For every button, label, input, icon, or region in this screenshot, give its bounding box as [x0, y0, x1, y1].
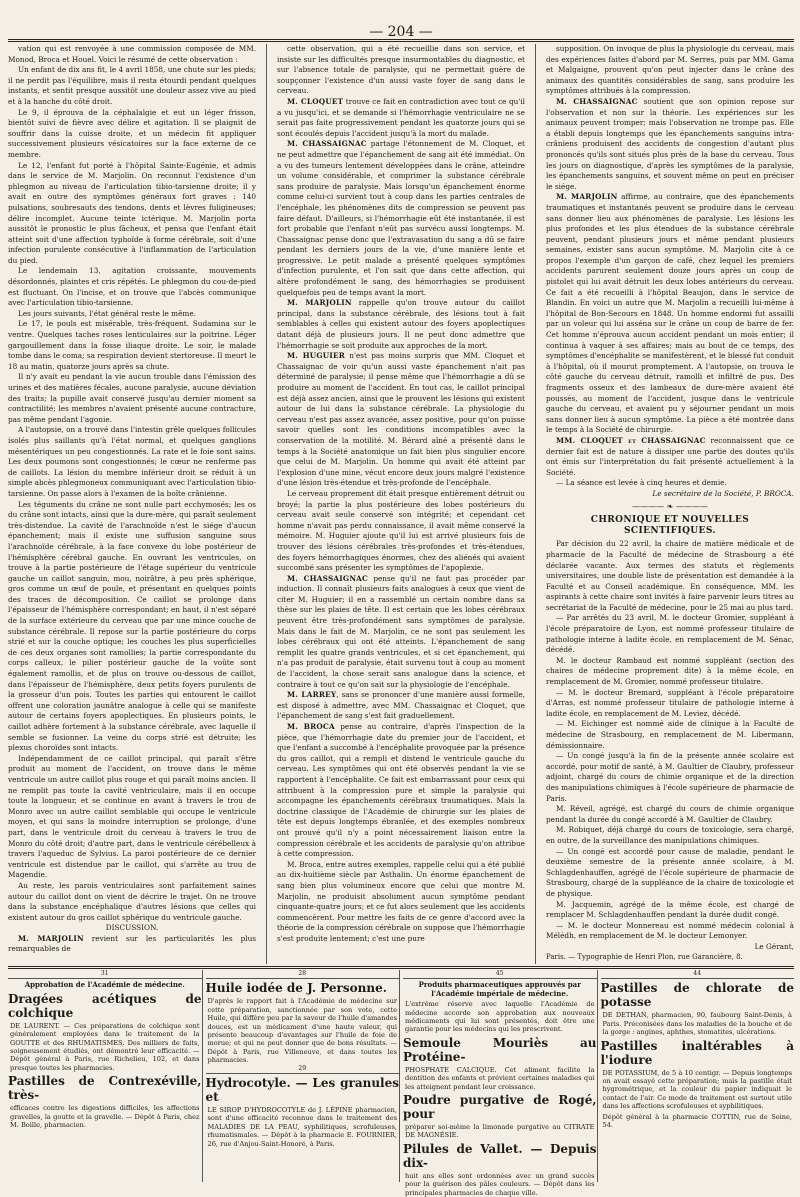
ad-approval-title: Approbation de l'Académie de médecine. — [24, 980, 185, 990]
ad-approval-title: Produits pharmaceutiques approuvés par l'Académie impériale de médecine. — [418, 980, 581, 998]
column-divider — [266, 44, 267, 964]
paragraph: Le 12, l'enfant fut porté à l'hôpital Sainte-Eugénie, et admis dans le service de M. Marjolin. On reconnut l'existence d'un phlegmon au niveau de l'articulation tibio-tarsienne droite; il y avait en outre des symptômes généraux fort graves : 140 pulsations, soubresauts des tendons, dents et lèvres fuligineuses; délire incomplet. Aucune teinte ictérique. M. Marjolin porta aussitôt le pronostic le plus fâcheux, et pensa que l'enfant était atteint soit d'une affection typhoïde à forme cérébrale, soit d'une infection purulente consécutive à l'inflammation de l'articulation du pied. — [8, 160, 257, 265]
speaker-name: M. MARJOLIN — [18, 933, 84, 943]
ad-heading: Pilules de Vallet. — Depuis dix- — [403, 1141, 597, 1170]
article-columns — [8, 44, 794, 964]
paragraph-text: pense au contraire, d'après l'inspection de la pièce, que l'hémorrhagie date du premier jour de l'accident, et que l'enfant a succombé à l'encéphalite provoquée par la présence du gros caillot, qui a rempli et distend le ventricule gauche du cerveau. Les symptômes qui ont été observés pendant la vie se rapportent à l'encéphalite. Ce fait est embarrassant pour ceux qui attribuent à la compression pure et simple la paralysie qui accompagne les épanchements cérébraux traumatiques. Mais la doctrine classique de l'Académie de chirurgie sur les plaies de tête est depuis longtemps ébranlée, et des exemples nombreux ont prouvé qu'il n'y a point nécessairement liaison entre la compression cérébrale et les accidents de paralysie qu'on attribue à cette compression. — [276, 722, 525, 859]
ad-heading: Pastilles de chlorate de potasse — [600, 981, 794, 1010]
paragraph — [277, 97, 525, 139]
paragraph — [8, 934, 256, 955]
paragraph: A l'autopsie, on a trouvé dans l'intestin grêle quelques follicules isolés plus saillants qu'à l'état normal, et quelques ganglions mésentériques un peu congestionnés. La rate et le foie sont sains. Les deux poumons sont congestionnés; le cœur ne renferme pas de caillots. La lésion du membre inférieur droit se réduit à un simple abcès phlegmoneux communiquant avec l'articulation tibio-tarsienne. On passe alors à l'examen de la boîte crânienne. — [8, 425, 257, 498]
paragraph-text: n'est pas moins surpris que MM. Cloquet et Chassaignac de voir qu'un aussi vaste épanchement n'ait pas déterminé de paralysie; il pense même que l'hémorrhagie a dû se produire au moment de l'accident. En tout cas, le caillot principal est déjà assez ancien, ainsi que le prouvent les lésions qui existent autour de lui dans la substance cérébrale. La physiologie du cerveau n'est pas assez avancée, assez positive, pour qu'on puisse savoir quelles sont les conditions incompatibles avec la conservation de la motilité. M. Bérard aîné a présenté dans le temps à la Société anatomique un fait bien plus singulier encore que celui de M. Marjolin. Un homme qui avait été atteint par l'explosion d'une mine, vécut encore deux jours malgré l'existence d'une lésion très-étendue et très-profonde de l'encéphale. — [276, 351, 525, 488]
ad-heading: Pastilles de Contrexéville, très- — [8, 1074, 202, 1103]
paragraph: Les téguments du crâne ne sont nulle part ecchymosés; les os du crâne sont intacts, ainsi que la dure-mère, qui paraît seulement très-distendue. La cavité de l'arachnoïde n'est le siége d'aucun épanchement; mais il existe une suffusion sanguine sous l'arachnoïde cérébrale, à la face convexe du lobe postérieur de l'hémisphère cérébral gauche. En ouvrant les ventricules, on trouve à la partie postérieure de l'étage supérieur du ventricule gauche un caillot sanguin, mou, noirâtre, à peu près sphérique, gros comme un œuf de poule, et présentant en quelques points des traces de décomposition. Ce caillot se prolonge dans l'épaisseur de l'hémisphère correspondant; en haut, il n'est séparé de la surface extérieure du cerveau que par une mince couche de substance cérébrale. Il repose sur la partie postérieure du corps strié et sur la couche optique; les couches les plus superficielles de ces deux organes sont ramollies; la partie correspondante du corps calleux, le pilier postérieur gauche de la voûte sont également ramollis, et de plus on trouve ou-dessous de caillot, dans l'épaisseur de l'hémisphère, deux petits foyers purulents de la grosseur d'un pois. Toutes les parties qui entourent le caillot offrent une coloration jaunâtre analogue à celle qui se manifeste autour de certains foyers apoplectiques. En plusieurs points, le caillot adhère fortement à la substance cérébrale, avec laquelle il semble se fusionner. La veine du corps strié est détruite; les plexus choroïdes sont intacts. — [8, 499, 257, 753]
speaker-name: MM. CLOQUET et CHASSAIGNAC — [555, 435, 706, 445]
paragraph: Un enfant de dix ans fit, le 4 avril 1858, une chute sur les pieds; il ne perdit pas l'équilibre, mais il resta étourdi pendant quelques instants, et sentit presque aussitôt une douleur assez vive au pied et à la hanche du côté droit. — [8, 65, 257, 106]
header-rule-bottom — [8, 41, 794, 42]
speaker-name: M. CHASSAIGNAC — [286, 573, 369, 583]
speaker-name: M. CHASSAIGNAC — [555, 96, 638, 106]
ad-heading: Semoule Mouriès au Protéine- — [403, 1035, 597, 1064]
column-divider — [535, 44, 536, 964]
news-item: M. Robiquet, déjà chargé du cours de toxicologie, sera chargé, en outre, de la surveillance des manipulations chimiques. — [545, 825, 794, 845]
news-item: M. le docteur Rambaud est nommé suppléant (section des chaires de médecine proprement dite) à la même école, en remplacement de M. Gromier, nommé professeur titulaire. — [545, 655, 794, 687]
ad-column-3 — [403, 970, 598, 1197]
paragraph-text: , sans se prononcer d'une manière aussi formelle, est disposé à admettre, avec MM. Chassaignac et Cloquet, que l'épanchement de sang s'est fait graduellement. — [276, 690, 525, 721]
paragraph — [546, 192, 794, 436]
news-item: — M. le docteur Bremard, suppléant à l'école préparatoire d'Arras, est nommé professeur titulaire de pathologie interne à ladite école, en remplacement de M. Leviez, décédé. — [545, 687, 794, 718]
paragraph: Le 17, le pouls est misérable, très-fréquent. Sudamina sur le ventre. Quelques taches roses lenticulaires sur la poitrine. Léger gargouillement dans la fosse iliaque droite. Le soir, le malade tombe dans le coma; sa respiration devient stertoreuse. Il meurt le 18 au matin, quatorze jours après sa chute. — [8, 319, 257, 371]
ad-column-1 — [8, 970, 203, 1182]
ad-body: D'après le rapport fait à l'Académie de médecine sur cette préparation, sanctionnée par son vote, cette Huile, qui diffère peu par la saveur de l'huile d'amandes douces, est un médicament d'une haute valeur, qui présente beaucoup d'avantages sur l'huile de foie de morue; et qui ne peut donner que de bons résultats. — Dépôt à Paris, rue Villeneuve, et dans toutes les pharmacies. — [207, 997, 397, 1065]
ad-number: 28 — [206, 970, 400, 979]
paragraph-text: revient sur les particularités les plus remarquables de — [8, 933, 257, 954]
ad-depot: Dépôt général à la pharmacie COTTIN, rue de Seine, 54. — [602, 1112, 792, 1130]
news-item: Par décision du 22 avril, la chaire de matière médicale et de pharmacie de la Faculté de médecine de Strasbourg a été déclarée vacante. Aux termes des statuts et règlements universitaires, une double liste de présentation est demandée à la Faculté et au Conseil académique. En conséquence, MM. les aspirants à cette chaire sont invités à faire parvenir leurs titres au secrétariat de la Faculté de médecine, pour le 25 mai au plus tard. — [545, 539, 794, 612]
secretary-signature: Le secrétaire de la Société, P. BROCA. — [652, 488, 794, 498]
ads-rule-top — [8, 966, 794, 967]
ad-body: LE SIROP D'HYDROCOTYLE de J. LÉPINE pharmacien, sont d'une efficacité reconnue dans le traitement des MALADIES DE LA PEAU, syphilitiques, scrofuleuses, rhumatismales. — Dépôt à la pharmacie E. FOURNIER, 26, rue d'Anjou-Saint-Honoré, à Paris. — [207, 1106, 397, 1148]
paragraph: Le cerveau proprement dit était presque entièrement détruit ou broyé; la partie la plus postérieure des lobes postérieurs du cerveau avait seule conservé son intégrité; et cependant cet homme n'avait pas perdu connaissance, il avait même conservé la mémoire. M. Huguier ajoute qu'il lui est arrivé plusieurs fois de trouver des lésions cérébrales très-profondes et très-étendues, des foyers hémorrhagiques énormes, chez des aliénés qui avaient succombé sans présenter les symptômes de l'apoplexie. — [276, 488, 525, 573]
ad-body: huit ans elles sont ordonnées avec un grand succès pour la guérison des pâles couleurs. — Dépôt dans les principales pharmacies de chaque ville. — [405, 1171, 595, 1197]
page-number: — 204 — — [369, 24, 433, 40]
column-3 — [546, 44, 794, 964]
ad-body: DE POTASSIUM, de 5 à 10 centigr. — Depuis longtemps on avait essayé cette préparation; mais la pastille était hygrométrique, et la couleur du papier indiquait le contact de l'air. Ce mode de traitement est surtout utile dans les affections scrofuleuses et syphilitiques. — [602, 1068, 792, 1111]
gerant-label: Le Gérant, — [754, 941, 794, 951]
ornament-divider-icon: ———— ❧ ———— — [632, 501, 708, 511]
speaker-name: M. BROCA — [286, 722, 335, 731]
printer-line: Paris. — Typographie de Henri Plon, rue Garancière, 8. — [545, 953, 743, 962]
speaker-name: M. LARREY — [286, 690, 337, 700]
paragraph: Le 9, il éprouva de la céphalalgie et eut un léger frisson, bientôt suivi de fièvre avec délire et agitation. Il se plaignit de souffrir dans la cuisse droite, et un médecin fit appliquer successivement plusieurs vésicatoires sur la face externe de ce membre. — [8, 107, 257, 159]
speaker-name: M. HUGUIER — [286, 351, 345, 361]
speaker-name: M. MARJOLIN — [555, 192, 618, 202]
news-item: — M. Eichinger est nommé aide de clinique à la Faculté de médecine de Strasbourg, en remplacement de M. Libermann, démissionnaire. — [545, 719, 794, 750]
ad-number: 45 — [403, 970, 597, 979]
news-item: — Un congé est accordé pour cause de maladie, pendant le deuxième semestre de la présente année scolaire, à M. Schlagdenhauffen, agrégé de l'école supérieure de pharmacie de Strasbourg, chargé de la suppléance de la chaire de toxicologie et de physique. — [545, 846, 794, 898]
ad-heading: Huile iodée de J. Personne. — [205, 981, 387, 996]
ad-heading: Dragées acétiques de colchique — [8, 991, 202, 1020]
news-item: — Un congé jusqu'à la fin de la présente année scolaire est accordé, pour motif de santé, à M. Gaultier de Claubry, professeur adjoint, chargé du cours de chimie organique et de la direction des manipulations chimiques à l'école supérieure de pharmacie de Paris. — [545, 751, 794, 803]
paragraph: Indépendamment de ce caillot principal, qui paraît s'être produit au moment de l'accident, on trouve dans le même ventricule un autre caillot plus rouge et qui paraît moins ancien. Il ne remplit pas toute la cavité ventriculaire, mais il en occupe toute la longueur, et se continue en avant à travers le trou de Monro avec un autre caillot semblable qui occupe le ventricule moyen, et qui sans la moindre interruption se prolonge, d'une part, dans le ventricule droit du cerveau à travers le trou de Monro du côté droit; d'autre part, dans le ventricule cérébelleux à travers l'aqueduc de Sylvius. La paroi postérieure de ce dernier ventricule est distendue par le caillot, qui s'arrête au trou de Magendie. — [8, 753, 257, 880]
paragraph: — La séance est levée à cinq heures et demie. — [555, 478, 727, 488]
header-rule-top — [8, 39, 794, 40]
paragraph — [277, 139, 525, 298]
ad-body: préparer soi-même la limonade purgative au CITRATE DE MAGNÉSIE. — [405, 1123, 595, 1140]
paragraph: M. Broca, entre autres exemples, rappelle celui qui a été publié au dix-huitième siècle par Asthalin. Un énorme épanchement de sang bien plus volumineux encore que celui que montre M. Marjolin, ne produisit absolument aucun symptôme pendant cinquante-quatre jours; et ce fut alors seulement que les accidents commencèrent. Pour mettre les faits de ce genre d'accord avec la théorie de la compression cérébrale on suppose que l'hémorrhagie s'est produite lentement; c'est une pure — [276, 859, 525, 943]
paragraph-text: trouve ce fait en contradiction avec tout ce qu'il a vu jusqu'ici, et se demande si l'hémorrhagie ventriculaire ne se serait pas faite progressivement pendant les quatorze jours qui se sont écoulés depuis l'accident jusqu'à la mort du malade. — [276, 96, 525, 138]
news-item: — M. le docteur Monnereau est nommé médecin colonial à Mélédh, en remplacement de M. le docteur Lemonyer. — [545, 920, 794, 941]
news-item: M. Réveil, agrégé, est chargé du cours de chimie organique pendant la durée du congé accordé à M. Gaultier de Claubry. — [545, 804, 794, 824]
ad-body: PHOSPHATE CALCIQUE. Cet aliment facilite la dentition des enfants et prévient certaines maladies qui les atteignent pendant leur croissance. — [405, 1065, 595, 1091]
ad-heading: Poudre purgative de Rogé, pour — [403, 1093, 597, 1122]
ad-heading: Pastilles inaltérables à l'iodure — [600, 1038, 794, 1067]
column-1 — [8, 44, 256, 964]
discussion-heading: DISCUSSION. — [105, 923, 159, 933]
speaker-name: M. CLOQUET — [286, 96, 344, 106]
paragraph: cette observation, qui a été recueillie dans son service, et insiste sur les difficultés presque insurmontables du diagnostic, et sur l'absence totale de paralysie, qui ne permettait guère de soupçonner l'existence d'un aussi vaste foyer de sang dans le cerveau. — [276, 44, 525, 96]
ad-body: L'extrême réserve avec laquelle l'Académie de médecine accorde son approbation aux nouveaux médicaments qui lui sont présentés, doit être une garantie pour les médecins qui les prescrivent. — [405, 1000, 595, 1034]
paragraph — [277, 722, 525, 860]
paragraph-text: partage l'étonnement de M. Cloquet, et ne peut admettre que l'épanchement de sang ait été immédiat. On a vu des tumeurs lentement développées dans le crâne, atteindre un volume considérable, et comprimer la substance cérébrale sans produire de paralysie. Mais lorsqu'un épanchement énorme comme celui-ci survient tout à coup dans les parties centrales de l'encéphale, les phénomènes dits de compression se peuvent pas faire défaut. D'ailleurs, si l'hémorrhagie eût été instantanée, il est fort probable que l'enfant n'eût pas survécu aussi longtemps. M. Chassaignac pense donc que l'extravasation du sang a dû se faire pendant les derniers jours de la vie, d'une manière lente et progressive. Le petit malade a présenté quelques symptômes d'infection purulente, et l'on sait que dans cette affection, qui altère profondément le sang, des hémorrhagies se produisent quelquefois peu de temps avant la mort. — [276, 139, 525, 297]
newspaper-page — [8, 22, 794, 1197]
paragraph — [277, 690, 525, 722]
paragraph: vation qui est renvoyée à une commission composée de MM. Monod, Broca et Houel. Voici le résumé de cette observation : — [8, 44, 257, 64]
speaker-name: M. MARJOLIN — [286, 298, 352, 308]
ad-body: DE LAURENT. — Ces préparations de colchique sont généralement employées dans le traitement de la GOUTTE et des RHUMATISMES. Des milliers de faits, soigneusement étudiés, ont démontré leur efficacité. — Dépôt général à Paris, rue Richelieu, 102, et dans presque toutes les pharmacies. — [10, 1021, 200, 1072]
ads-rule-bottom — [8, 968, 794, 969]
paragraph: Au reste, les parois ventriculaires sont parfaitement saines autour du caillot dont on vient de décrire le trajet. On ne trouve dans la substance encéphalique d'autres lésions que celles qui existent autour du gros caillot sphérique du ventricule gauche. — [8, 880, 257, 922]
paragraph: Les jours suivants, l'état général reste le même. — [18, 308, 196, 318]
paragraph-text: reconnaissent que ce dernier fait est de nature à dissiper une partie des doutes qu'ils ont émis sur l'interprétation du fait présenté actuellement à la Société. — [545, 435, 794, 477]
ad-number: 29 — [206, 1065, 400, 1074]
ad-heading: Hydrocotyle. — Les granules et — [205, 1076, 399, 1105]
paragraph-text: pense qu'il ne faut pas procéder par induction. Il connaît plusieurs faits analogues à ceux que vient de citer M. Huguier; il en a rassemblé un certain nombre dans sa thèse sur les plaies de tête. Il est certain que les lobes cérébraux peuvent être très-profondément sans symptômes de paralysie. Mais dans le fait de M. Marjolin, ce ne sont pas seulement les lobes cérébraux qui ont été atteints. L'épanchement de sang remplit les quatre grands ventricules, et si cet épanchement, qui n'a pas produit de paralysie, était survenu tout à coup au moment de l'accident, la chose serait sans analogue dans la science, et contraire à tout ce qu'on sait sur la physiologie de l'encéphale. — [276, 573, 525, 689]
news-item: — Par arrêtés du 23 avril, M. le docteur Gromier, suppléant à l'école préparatoire de Lyon, est nommé professeur titulaire de pathologie interne à ladite école, en remplacement de M. Sénac, décédé. — [545, 613, 794, 655]
paragraph-text: affirme, au contraire, que des épanchements traumatiques et instantanés peuvent se produire dans le cerveau sans donner lieu aux phénomènes de paralysie. Les lésions les plus profondes et les plus étendues de la substance cérébrale peuvent, pendant plusieurs jours et même pendant plusieurs semaines, exister sans aucun symptôme. M. Marjolin cite à ce propos l'exemple d'un garçon de café, chez lequel les premiers accidents parurent seulement douze jours après un coup de pistolet qui lui avait détruit les deux lobes antérieurs du cerveau. Ce fait a été recueilli à l'hôpital Beaujon, dans le service de Blandin. En voici un autre que M. Marjolin a recueilli lui-même à l'hôpital de Bon-Secours en 1848. Un homme endormi fut assailli par un voleur qui lui asséna sur le crâne un coup de barre de fer. Cet homme n'éprouva aucun accident pendant un mois entier; il continua à vaquer à ses affaires; mais au bout de ce temps, des symptômes d'encéphalite se manifestèrent, et le blessé fut conduit à l'hôpital, où il mourut promptement. A l'autopsie, on trouva le côté gauche du cerveau détruit, ramolli et infiltré de pus. Des fragments osseux et des lambeaux de dure-mère avaient été poussés, au moment de l'accident, jusque dans le ventricule gauche du cerveau, et avaient pu y séjourner pendant un mois sans donner lieu à aucun symptôme. La pièce a été montrée dans le temps à la Société de chirurgie. — [545, 192, 794, 435]
paragraph — [277, 351, 525, 489]
paragraph: Le lendemain 13, agitation croissante, mouvements désordonnés, plaintes et cris répétés. Le phlegmon du cou-de-pied est fluctuant. On l'incise, et on trouve que l'abcès communique avec l'articulation tibio-tarsienne. — [8, 266, 257, 308]
chronique-heading: CHRONIQUE ET NOUVELLES SCIENTIFIQUES. — [590, 515, 750, 536]
paragraph: Il n'y avait eu pendant la vie aucun trouble dans l'émission des urines et des matières fécales, aucune paralysie, aucune déviation des traits; la pupille avait conservé jusqu'au dernier moment sa contractilité; les membres n'avaient présenté aucune contracture, pas même pendant l'agonie. — [8, 372, 257, 424]
speaker-name: M. CHASSAIGNAC — [286, 139, 367, 149]
paragraph — [546, 97, 794, 192]
ad-number: 44 — [601, 970, 795, 979]
ad-number: 31 — [8, 970, 202, 979]
column-2 — [277, 44, 525, 964]
paragraph — [277, 298, 525, 351]
advertisements — [8, 970, 794, 1197]
ad-column-2 — [206, 970, 401, 1182]
ad-body: efficaces contre les digestions difficiles, les affections gravelles, la goutte et la gravelle. — Dépôt à Paris, chez M. Boille, pharmacien. — [10, 1104, 200, 1130]
news-item: M. Jacquemin, agrégé de la même école, est chargé de remplacer M. Schlagdenhauffen pendant la durée dudit congé. — [545, 899, 794, 920]
paragraph — [277, 574, 525, 691]
paragraph: supposition. On invoque de plus la physiologie du cerveau, mais des expériences faites d'abord par M. Serres, puis par MM. Gama et Malgaigne, prouvent qu'on peut injecter dans le crâne des animaux des quantités considérables de sang, sans produire les symptômes attribués à la compression. — [545, 44, 794, 96]
ad-column-4 — [601, 970, 795, 1182]
ad-body: DE DETHAN, pharmacien, 90, faubourg Saint-Denis, à Paris. Préconisées dans les maladies de la bouche et de la gorge : angines, aphthes, stomatites, ulcérations. — [602, 1011, 792, 1037]
paragraph — [546, 436, 794, 478]
paragraph-text: rappelle qu'on trouve autour du caillot principal, dans la substance cérébrale, des lésions tout à fait semblables à celles qui existent autour des foyers apoplectiques datant déjà de plusieurs jours. Il ne peut donc admettre que l'hémorrhagie se soit produite aux approches de la mort. — [276, 298, 526, 350]
paragraph-text: soutient que son opinion repose sur l'observation et non sur la théorie. Les expériences sur les animaux peuvent tromper; mais l'observation ne trompe pas. Elle a établi depuis longtemps que les épanchements sanguins intra-crâniens produisent des accidents de congestion d'autant plus prononcés qu'ils sont situés plus près de la base du cerveau. Tous les jours on diagnostique, d'après les symptômes de la paralysie, les épanchements sanguins, et souvent même on peut en préciser le siége. — [545, 96, 794, 191]
